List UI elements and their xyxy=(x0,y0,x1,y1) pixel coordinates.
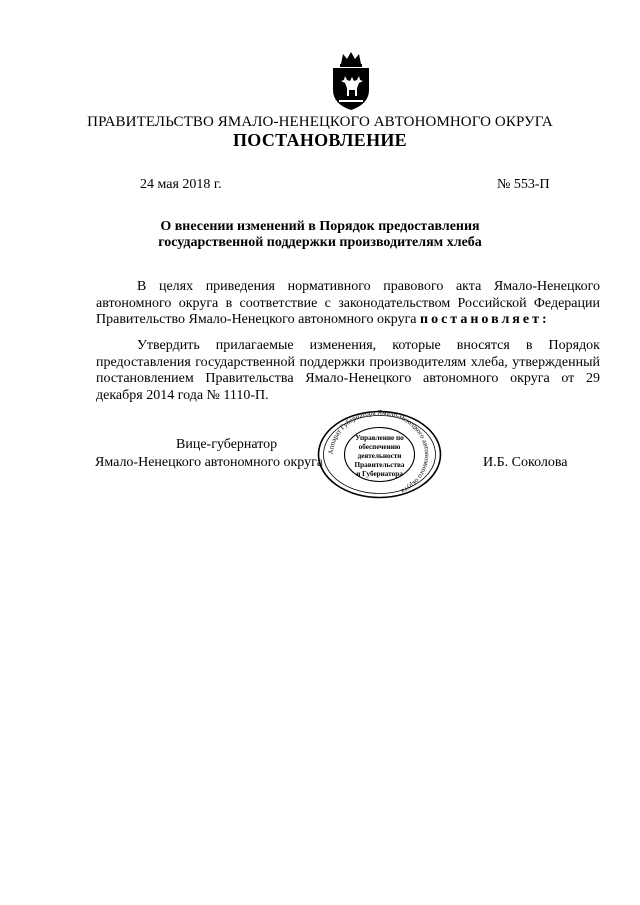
resolves-keyword: постановляет: xyxy=(420,312,550,327)
org-name: ПРАВИТЕЛЬСТВО ЯМАЛО-НЕНЕЦКОГО АВТОНОМНОГО ОКРУГА xyxy=(87,114,553,130)
stamp-outer-text: Аппарат Губернатора Ямало-Ненецкого автономного округа xyxy=(326,409,432,496)
paragraph-resolution: Утвердить прилагаемые изменения, которые вносятся в Порядок предоставления государственной поддержки производителям хлеба, утвержденный постановлением Правительства Ямало-Ненецкого автономного округа от 29 декабря 2014 года № 1110-П. xyxy=(96,338,600,403)
coat-of-arms-icon xyxy=(327,50,375,112)
signer-position-title: Вице-губернатор xyxy=(176,437,278,452)
stamp-line-2: обеспечению xyxy=(358,443,401,451)
stamp-line-3: деятельности xyxy=(357,452,402,460)
subject-line-2: государственной поддержки производителям хлеба xyxy=(158,235,482,250)
stamp-line-4: Правительства xyxy=(354,461,405,469)
preamble-text: В целях приведения нормативного правового акта Ямало-Ненецкого автономного округа в соответствие с законодательством Российской Федерации Правительство Ямало-Ненецкого автономного округа xyxy=(96,279,600,327)
document-type: ПОСТАНОВЛЕНИЕ xyxy=(233,130,407,150)
stamp-line-1: Управление по xyxy=(355,434,404,442)
paragraph-preamble xyxy=(96,279,600,329)
signer-position-org: Ямало-Ненецкого автономного округа xyxy=(95,455,324,470)
document-subject xyxy=(0,219,640,251)
document-date: 24 мая 2018 г. xyxy=(140,177,222,192)
official-stamp xyxy=(316,409,443,500)
subject-line-1: О внесении изменений в Порядок предоставления xyxy=(160,219,480,234)
document-number: № 553-П xyxy=(497,177,550,192)
stamp-line-5: и Губернатора xyxy=(356,470,403,478)
signer-name: И.Б. Соколова xyxy=(483,455,568,470)
